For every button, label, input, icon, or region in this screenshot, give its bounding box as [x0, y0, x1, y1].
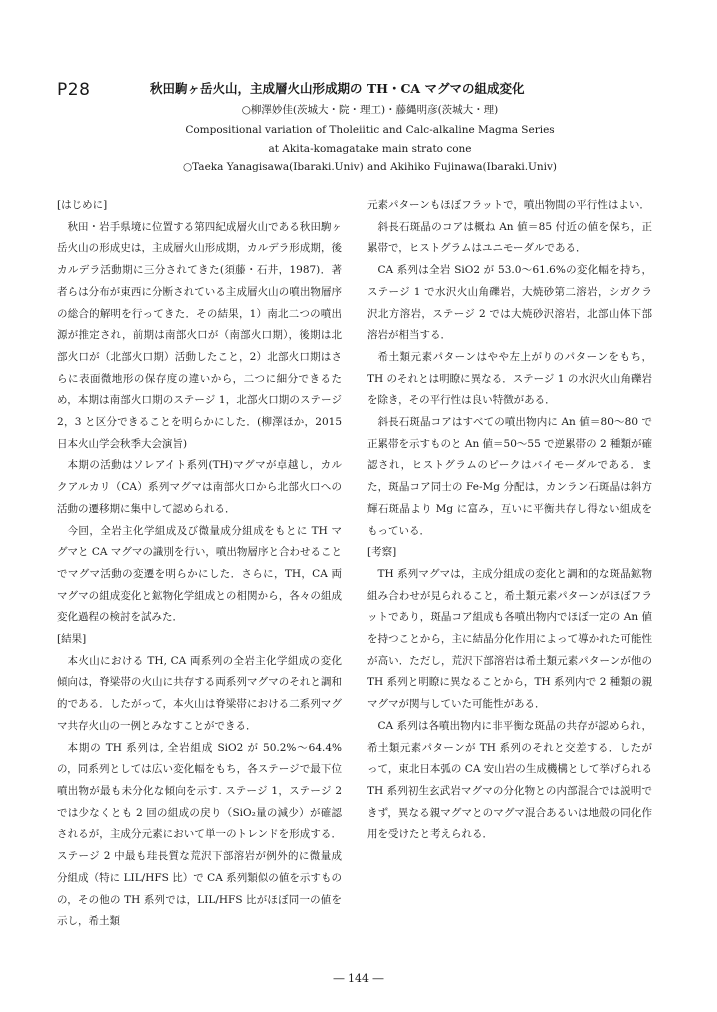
section-heading-introduction: [はじめに] [57, 199, 108, 211]
right-column [367, 195, 652, 846]
authors-english: ○Taeka Yanagisawa(Ibaraki.Univ) and Akihiko Fujinawa(Ibaraki.Univ) [182, 161, 558, 173]
paragraph: 本期の TH 系列は, 全岩組成 SiO2 が 50.2%～64.4% の，同系列としては広い変化幅をもち，各ステージで最下位噴出物が最も未分化な傾向を示す. ステージ 1，ステージ 2 では少なくとも 2 回の組成の戻り（SiO₂量の減少）が確認されるが，主成分元素において単一のトレンドを形成する．ステージ 2 中最も珪長質な荒沢下部溶岩が例外的に微量成分組成（特に LIL/HFS 比）で CA 系列類似の値を示すものの，その他の TH 系列では，LIL/HFS 比がほぼ同一の値を示し，希土類 [57, 741, 342, 928]
paragraph: TH 系列マグマは，主成分組成の変化と調和的な斑晶鉱物組み合わせが見られること，希土類元素パターンがほぼフラットであり，斑晶コア組成も各噴出物内でほぼ一定の An 値を持つことから，主に結晶分化作用によって導かれた可能性が高い．ただし，荒沢下部溶岩は希土類元素パターンが他の TH 系列と明瞭に異なることから，TH 系列内で 2 種類の親マグマが関与していた可能性がある． [367, 567, 652, 711]
section-heading-results: [結果] [57, 633, 87, 646]
paragraph: 本期の活動はソレアイト系列(TH)マグマが卓越し，カルクアルカリ（CA）系列マグマは南部火口から北部火口への活動の遷移期に集中して認められる． [57, 459, 342, 515]
paragraph: 今回，全岩主化学組成及び微量成分組成をもとに TH マグマと CA マグマの識別を行い，噴出物層序と合わせることでマグマ活動の変遷を明らかにした．さらに，TH，CA 両マグマの組成変化と鉱物化学組成との相関から，各々の組成変化過程の検討を試みた． [57, 524, 342, 624]
paragraph: 斜長石斑晶のコアは概ね An 値＝85 付近の値を保ち，正累帯で，ヒストグラムはユニモーダルである． [367, 220, 652, 255]
title-english-line-2: at Akita-komagatake main strato cone [268, 143, 472, 155]
title-japanese: 秋田駒ヶ岳火山，主成層火山形成期の TH・CA マグマの組成変化 [150, 81, 525, 96]
abstract-code: P28 [57, 80, 91, 100]
paragraph: CA 系列は各噴出物内に非平衡な斑晶の共存が認められ，希土類元素パターンが TH 系列のそれと交差する．したがって，東北日本弧の CA 安山岩の生成機構として挙げられる TH 系列初生玄武岩マグマの分化物との内部混合では説明できず，異なる親マグマとのマグマ混合あるいは地殻の同化作用を受けたと考えられる． [367, 719, 652, 841]
page-number: ― 144 ― [333, 972, 384, 985]
section-heading-discussion: [考察] [367, 546, 397, 559]
authors-japanese: ○柳澤妙佳(茨城大・院・理工)・藤縄明彦(茨城大・理) [241, 104, 499, 116]
title-english-line-1: Compositional variation of Tholeiitic and Calc-alkaline Magma Series [185, 124, 555, 136]
paragraph-continued: 元素パターンもほぼフラットで，噴出物間の平行性はよい． [367, 199, 650, 211]
left-column [57, 195, 342, 933]
paragraph: 斜長石斑晶コアはすべての噴出物内に An 値＝80～80 で正累帯を示すものと An 値＝50～55 で逆累帯の 2 種類が確認され，ヒストグラムのピークはバイモーダルである．また，斑晶コア同士の Fe-Mg 分配は，カンラン石斑晶は斜方輝石斑晶より Mg に富み，互いに平衡共存し得ない組成をもっている． [367, 416, 652, 537]
paragraph: 本火山における TH, CA 両系列の全岩主化学組成の変化傾向は，脊梁帯の火山に共存する両系列マグマのそれと調和的である．したがって，本火山は脊梁帯における二系列マグマ共存火山の一例とみなすことができる． [57, 654, 342, 732]
paragraph: 希土類元素パターンはやや左上がりのパターンをもち，TH のそれとは明瞭に異なる．ステージ 1 の水沢火山角礫岩を除き，その平行性は良い特徴がある． [367, 350, 652, 407]
paragraph: CA 系列は全岩 SiO2 が 53.0～61.6%の変化幅を持ち，ステージ 1 で水沢火山角礫岩，大焼砂第二溶岩，シガクラ沢北方溶岩，ステージ 2 では大焼砂沢溶岩，北部山体下部溶岩が相当する． [367, 264, 652, 342]
paragraph: 秋田・岩手県境に位置する第四紀成層火山である秋田駒ヶ岳火山の形成史は，主成層火山形成期，カルデラ形成期，後カルデラ活動期に三分されてきた(須藤・石井，1987)．著者らは分布が東西に分断されている主成層火山の噴出物層序の総合的解明を行ってきた．その結果，1）南北二つの噴出源が推定され，前期は南部火口が（南部火口期），後期は北部火口が（北部火口期）活動したこと，2）北部火口期はさらに表面微地形の保存度の違いから，二つに細分できるため，本期は南部火口期のステージ 1，北部火口期のステージ 2，3 と区分できることを明らかにした．(柳澤ほか，2015 日本火山学会秋季大会演旨) [57, 220, 342, 450]
